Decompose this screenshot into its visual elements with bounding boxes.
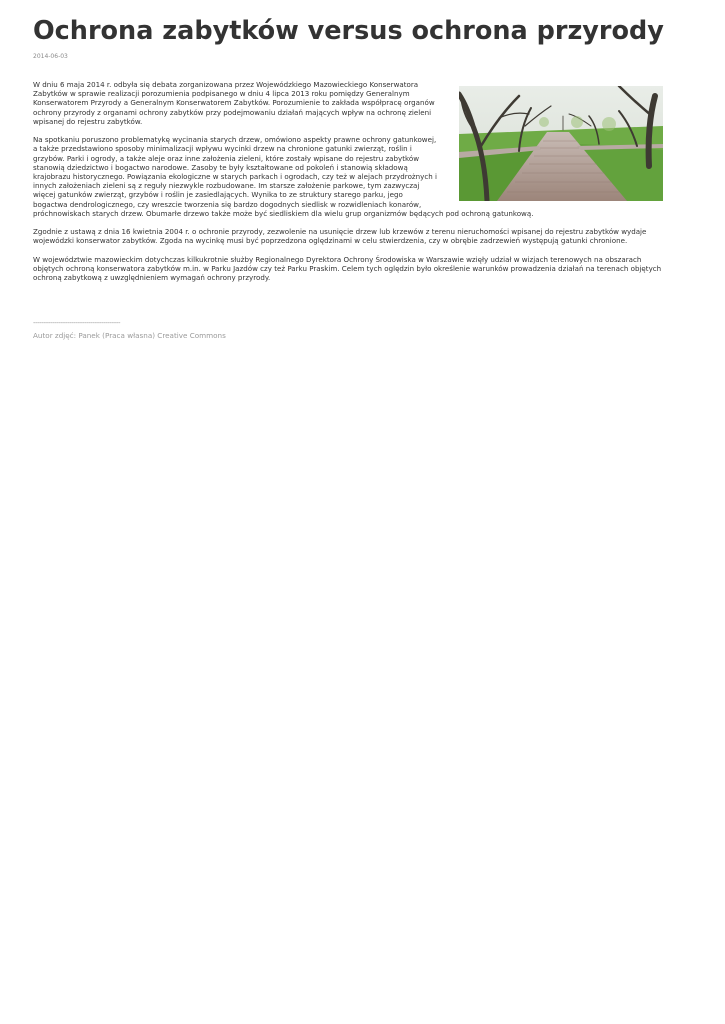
paragraph-2: Na spotkaniu poruszono problematykę wycinania starych drzew, omówiono aspekty prawne ochrony gatunkowej, a także przedstawiono sposoby minimalizacji wpływu wycinki drzew na chronione gatunki zwierząt, roślin i grzybów. Parki i ogrody, a także aleje oraz inne założenia zieleni, które zostały wpisane do rejestru zabytków stanowią dziedzictwo i bogactwo narodowe. Zasoby te były kształtowane od pokoleń i stanowią składową krajobrazu historycznego. Powiązania ekologiczne w starych parkach i ogrodach, czy też w alejach przydrożnych i innych założeniach zieleni są z reguły niezwykle rozbudowane. Im starsze założenie parkowe, tym zazwyczaj więcej gatunków zwierząt, grzybów i roślin je zasiedlających. Wynika to ze struktury starego parku, jego bogactwa dendrologicznego, czy wreszcie tworzenia się bardzo dogodnych siedlisk w rozwidleniach konarów, próchnowiskach starych drzew. Obumarłe drzewo także może być siedliskiem dla wielu grup organizmów będących pod ochroną gatunkową. — [33, 135, 534, 218]
paragraph-3: Zgodnie z ustawą z dnia 16 kwietnia 2004 r. o ochronie przyrody, zezwolenie na usunięcie drzew lub krzewów z terenu nieruchomości wpisanej do rejestru zabytków wydaje wojewódzki konserwator zabytków. Zgoda na wycinkę musi być poprzedzona oględzinami w celu stwierdzenia, czy w obrębie zadrzewień występują gatunki chronione. — [33, 227, 647, 246]
photo-credit: Autor zdjęć: Panek (Praca własna) Creative Commons — [33, 330, 226, 340]
article-body — [33, 80, 663, 292]
article — [33, 0, 663, 340]
footer-separator: ----------------------------------------- — [33, 318, 121, 327]
park-photo[interactable] — [459, 86, 663, 201]
paragraph-4: W województwie mazowieckim dotychczas kilkukrotnie służby Regionalnego Dyrektora Ochrony Środowiska w Warszawie wzięły udział w wizjach terenowych na obszarach objętych ochroną konserwatora zabytków m.in. w Parku Jazdów czy też Parku Praskim. Celem tych oględzin było określenie warunków prowadzenia działań na terenach objętych ochroną zabytkową z uwzględnieniem wymagań ochrony przyrody. — [33, 254, 662, 283]
park-photo-image — [459, 86, 663, 201]
paragraph-1: W dniu 6 maja 2014 r. odbyła się debata zorganizowana przez Wojewódzkiego Mazowieckiego Konserwatora Zabytków w sprawie realizacji porozumienia podpisanego w dniu 4 lipca 2013 roku pomiędzy Generalnym Konserwatorem Przyrody a Generalnym Konserwatorem Zabytków. Porozumienie to zakłada współpracę organów ochrony przyrody z organami ochrony zabytków przy podejmowaniu działań mających wpływ na ochronę zieleni wpisanej do rejestru zabytków. — [33, 80, 435, 126]
article-title: Ochrona zabytków versus ochrona przyrody — [33, 16, 664, 46]
article-date: 2014-06-03 — [33, 53, 68, 60]
